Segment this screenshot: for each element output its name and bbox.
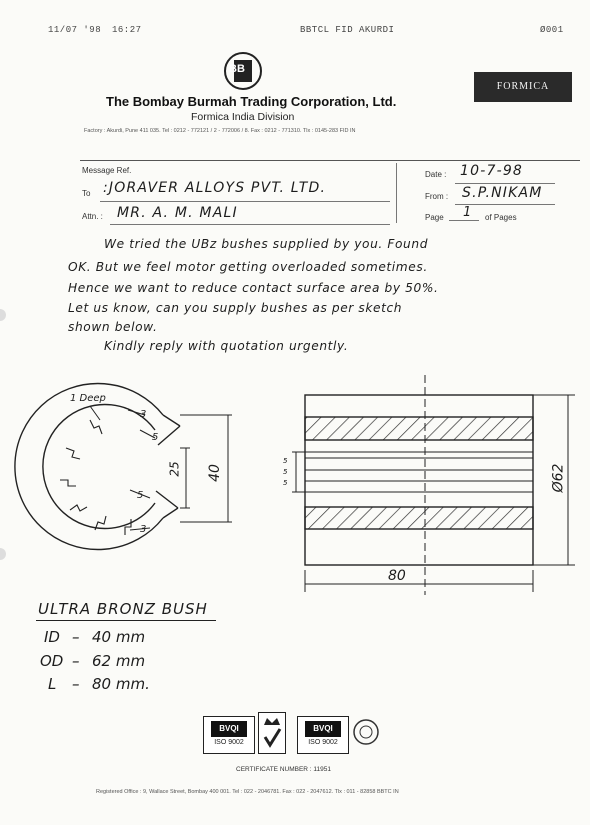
bbtc-logo-text: BB — [229, 63, 245, 75]
body-line-4: Let us know, can you supply bushes as per sketch — [68, 301, 403, 315]
message-ref-label: Message Ref. — [82, 166, 132, 175]
date-label: Date : — [425, 170, 447, 179]
attn-value: MR. A. M. MALI — [117, 205, 238, 221]
bvqi-logo-left — [203, 716, 255, 754]
from-value: S.P.NIKAM — [462, 185, 543, 201]
ukas-crown-logo — [258, 712, 286, 754]
fax-date: 11/07 '98 — [48, 25, 102, 35]
label-dim-5-top: 5 — [152, 432, 159, 443]
body-line-1: We tried the UBz bushes supplied by you. Found — [104, 237, 429, 251]
spec-value-id: 40 mm — [92, 628, 146, 646]
product-title: ULTRA BRONZ BUSH — [38, 600, 208, 618]
side-view-drawing — [292, 375, 575, 595]
label-small-2: 5 — [283, 468, 288, 476]
fax-sender: BBTCL FID AKURDI — [300, 25, 395, 35]
attn-label: Attn. : — [82, 212, 103, 221]
pages-label: of Pages — [485, 213, 517, 222]
body-line-5: shown below. — [68, 320, 158, 334]
spec-key-id: ID — [44, 628, 60, 646]
division-name: Formica India Division — [191, 111, 295, 123]
bvqi-logo-right — [297, 716, 349, 754]
date-value: 10-7-98 — [460, 163, 524, 179]
end-view-drawing — [15, 384, 232, 550]
page-label: Page — [425, 213, 444, 222]
fax-time: 16:27 — [112, 25, 142, 35]
formica-logo-text: FORMICA — [496, 81, 550, 92]
body-line-3: Hence we want to reduce contact surface area by 50%. — [68, 281, 439, 295]
spec-key-l: L — [48, 675, 57, 693]
iso-label-right: ISO 9002 — [308, 739, 338, 746]
label-diameter-62: Ø62 — [550, 463, 567, 493]
label-dim-3-bottom: 3 — [140, 524, 147, 535]
formica-logo — [474, 72, 572, 102]
company-name: The Bombay Burmah Trading Corporation, Ltd. — [106, 94, 397, 109]
bvqi-logo-left-text: BVQI — [211, 721, 247, 737]
spec-key-od: OD — [40, 652, 64, 670]
body-line-2: OK. But we feel motor getting overloaded sometimes. — [68, 260, 428, 274]
label-dim-25: 25 — [167, 461, 182, 477]
spec-value-od: 62 mm — [92, 652, 146, 670]
label-depth: 1 Deep — [70, 393, 106, 404]
bvqi-logo-right-text: BVQI — [305, 721, 341, 737]
spec-value-l: 80 mm. — [92, 675, 150, 693]
label-small-1: 5 — [283, 457, 288, 465]
crown-check-icon — [259, 713, 285, 753]
certificate-number: CERTIFICATE NUMBER : 11951 — [236, 766, 331, 773]
label-length-80: 80 — [388, 568, 406, 584]
accreditation-seal-icon — [352, 716, 380, 755]
to-label: To — [82, 189, 91, 198]
label-small-3: 5 — [283, 479, 288, 487]
punch-hole-top — [0, 309, 6, 321]
from-label: From : — [425, 192, 449, 201]
factory-address: Factory : Akurdi, Pune 411 035. Tel : 0212 - 772121 / 2 - 772006 / 8. Fax : 0212 - 771310. Tlx : 0145-283 FID IN — [84, 128, 356, 134]
page-value: 1 — [463, 205, 472, 220]
body-line-6: Kindly reply with quotation urgently. — [104, 339, 349, 353]
to-value: :JORAVER ALLOYS PVT. LTD. — [103, 180, 327, 196]
label-dim-5-bottom: 5 — [137, 490, 144, 501]
iso-label-left: ISO 9002 — [214, 739, 244, 746]
fax-page-marker: Ø001 — [540, 25, 564, 35]
label-dim-40: 40 — [206, 464, 223, 482]
registered-office-footer: Registered Office : 9, Wallace Street, Bombay 400 001. Tel : 022 - 2046781. Fax : 022 - 2047612. Tlx : 011 - 82858 BBTC IN — [96, 789, 399, 795]
bush-sketch — [0, 370, 590, 600]
label-dim-3-top: 3 — [140, 409, 147, 420]
